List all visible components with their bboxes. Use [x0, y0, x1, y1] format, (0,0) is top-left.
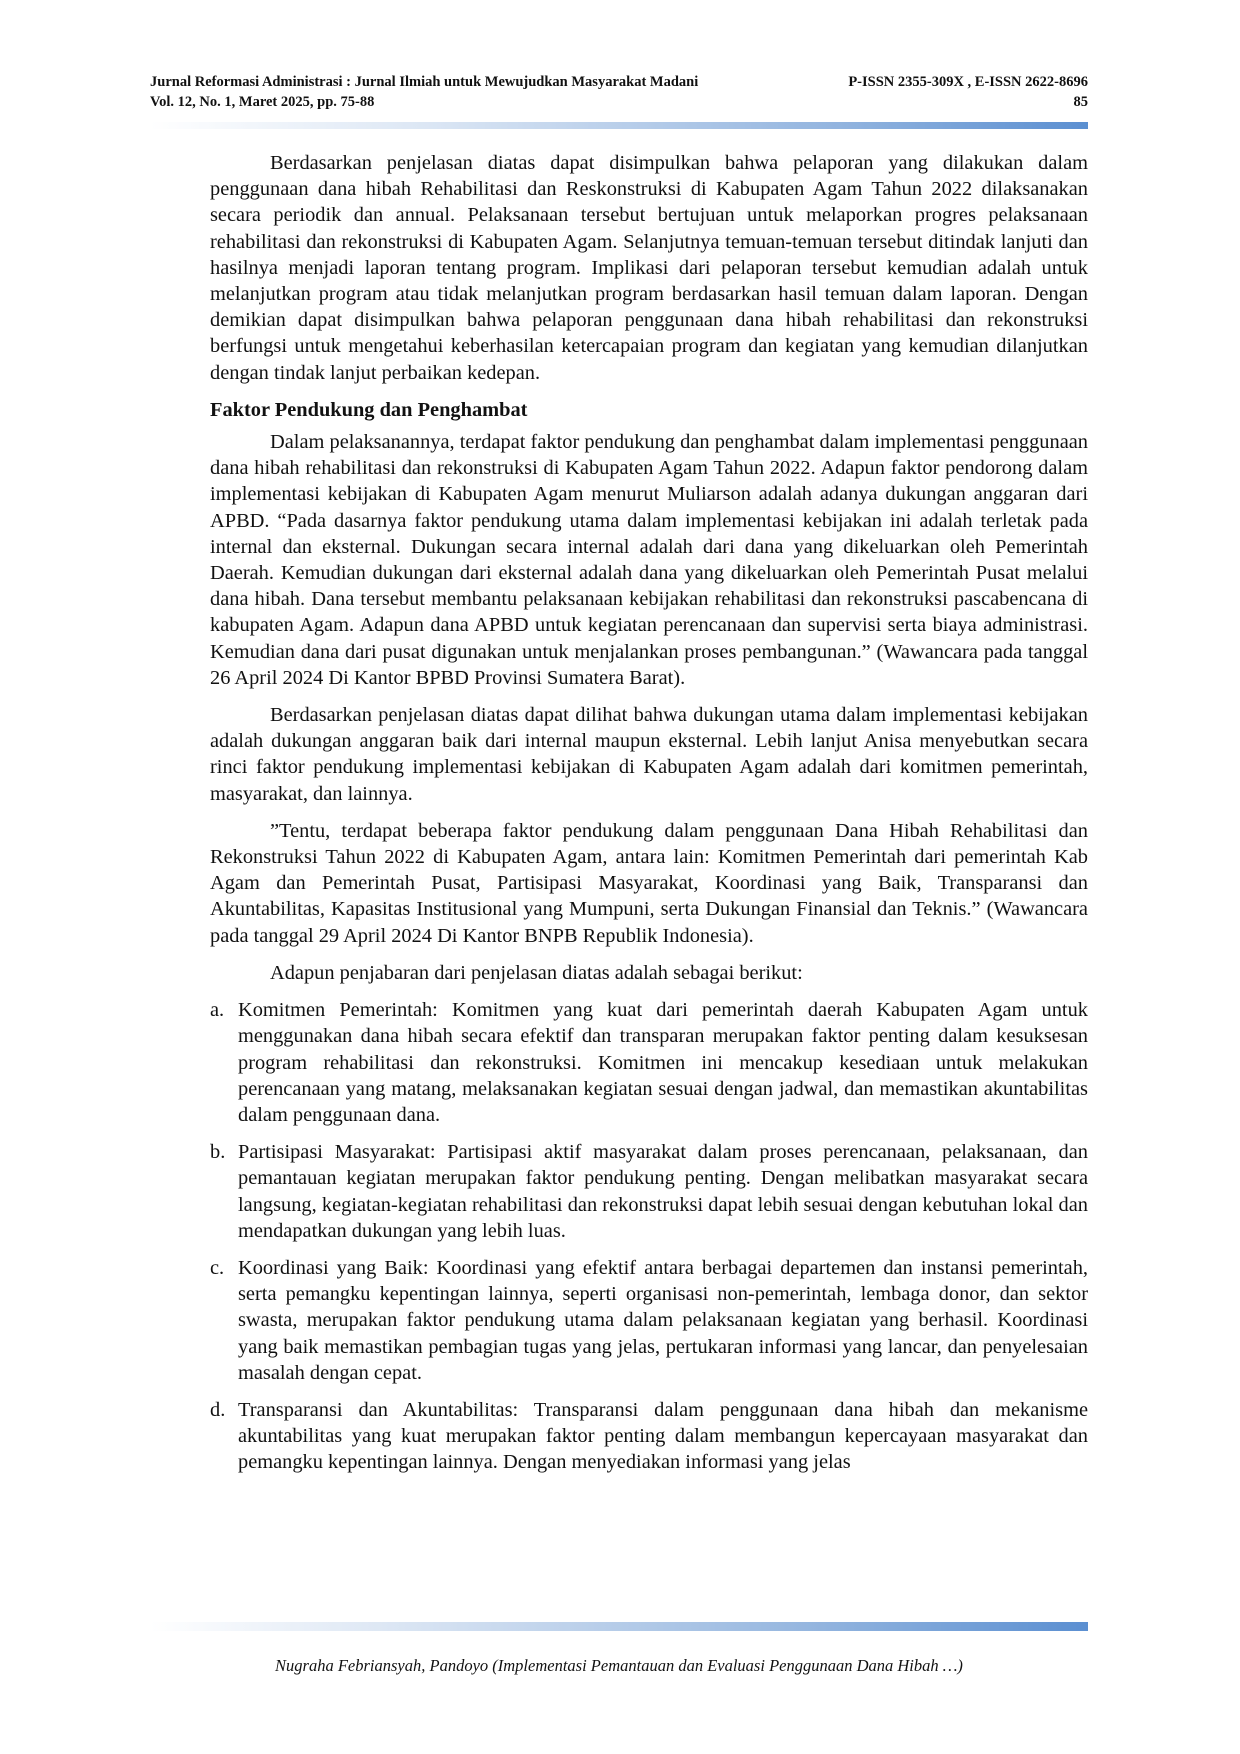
- list-item: [210, 1397, 1088, 1476]
- list-item-text: Komitmen Pemerintah: Komitmen yang kuat dari pemerintah daerah Kabupaten Agam untuk menggunakan dana hibah secara efektif dan transparan merupakan faktor penting dalam kesuksesan program rehabilitasi dan rekonstruksi. Komitmen ini mencakup kesediaan untuk melakukan perencanaan yang matang, melaksanakan kegiatan sesuai dengan jadwal, dan memastikan akuntabilitas dalam penggunaan dana.: [238, 999, 1088, 1126]
- running-header: [150, 72, 1088, 112]
- list-item-text: Transparansi dan Akuntabilitas: Transparansi dalam penggunaan dana hibah dan mekanisme akuntabilitas yang kuat merupakan faktor penting dalam membangun kepercayaan masyarakat dan pemangku kepentingan lainnya. Dengan menyediakan informasi yang jelas: [238, 1398, 1088, 1474]
- footer-divider: [150, 1622, 1088, 1631]
- paragraph: Dalam pelaksanannya, terdapat faktor pendukung dan penghambat dalam implementasi penggunaan dana hibah rehabilitasi dan rekonstruksi di Kabupaten Agam Tahun 2022. Adapun faktor pendorong dalam implementasi kebijakan di Kabupaten Agam menurut Muliarson adalah adanya dukungan anggaran dari APBD. “Pada dasarnya faktor pendukung utama dalam implementasi kebijakan ini adalah terletak pada internal dan eksternal. Dukungan secara internal adalah dari dana yang dikeluarkan oleh Pemerintah Daerah. Kemudian dukungan dari eksternal adalah dana yang dikeluarkan oleh Pemerintah Pusat melalui dana hibah. Dana tersebut membantu pelaksanaan kebijakan rehabilitasi dan rekonstruksi pascabencana di kabupaten Agam. Adapun dana APBD untuk kegiatan perencanaan dan supervisi serta biaya administrasi. Kemudian dana dari pusat digunakan untuk menjalankan proses pembangunan.” (Wawancara pada tanggal 26 April 2024 Di Kantor BPBD Provinsi Sumatera Barat).: [210, 431, 1088, 689]
- volume-info: Vol. 12, No. 1, Maret 2025, pp. 75-88: [150, 94, 375, 110]
- list-item-text: Partisipasi Masyarakat: Partisipasi aktif masyarakat dalam proses perencanaan, pelaksanaan, dan pemantauan kegiatan merupakan faktor pendukung penting. Dengan melibatkan masyarakat secara langsung, kegiatan-kegiatan rehabilitasi dan rekonstruksi dapat lebih sesuai dengan kebutuhan lokal dan mendapatkan dukungan yang lebih luas.: [238, 1141, 1088, 1242]
- list-item-text: Koordinasi yang Baik: Koordinasi yang efektif antara berbagai departemen dan instansi pemerintah, serta pemangku kepentingan lainnya, seperti organisasi non-pemerintah, lembaga donor, dan sektor swasta, merupakan faktor pendukung utama dalam pelaksanaan kegiatan yang berhasil. Koordinasi yang baik memastikan pembagian tugas yang jelas, pertukaran informasi yang lancar, dan penyelesaian masalah dengan cepat.: [238, 1256, 1088, 1384]
- journal-title: Jurnal Reformasi Administrasi : Jurnal Ilmiah untuk Mewujudkan Masyarakat Madani: [150, 74, 699, 90]
- page-number: 85: [1073, 94, 1088, 110]
- list-item: [210, 997, 1088, 1128]
- list-marker: c.: [210, 1256, 225, 1279]
- list-item: [210, 1255, 1088, 1386]
- article-body: [210, 150, 1088, 1487]
- running-footer: Nugraha Febriansyah, Pandoyo (Implementasi Pemantauan dan Evaluasi Penggunaan Dana Hibah …): [275, 1656, 963, 1675]
- list-marker: a.: [210, 999, 225, 1022]
- paragraph: Adapun penjabaran dari penjelasan diatas adalah sebagai berikut:: [270, 961, 803, 984]
- factor-list: [210, 997, 1088, 1475]
- paragraph: Berdasarkan penjelasan diatas dapat dilihat bahwa dukungan utama dalam implementasi kebijakan adalah dukungan anggaran baik dari internal maupun eksternal. Lebih lanjut Anisa menyebutkan secara rinci faktor pendukung implementasi kebijakan di Kabupaten Agam adalah dari komitmen pemerintah, masyarakat, dan lainnya.: [210, 704, 1088, 805]
- section-heading: Faktor Pendukung dan Penghambat: [210, 398, 528, 421]
- paragraph: Berdasarkan penjelasan diatas dapat disimpulkan bahwa pelaporan yang dilakukan dalam penggunaan dana hibah Rehabilitasi dan Reskonstruksi di Kabupaten Agam Tahun 2022 dilaksanakan secara periodik dan annual. Pelaksanaan tersebut bertujuan untuk melaporkan progres pelaksanaan rehabilitasi dan rekonstruksi di Kabupaten Agam. Selanjutnya temuan-temuan tersebut ditindak lanjuti dan hasilnya menjadi laporan tentang program. Implikasi dari pelaporan tersebut kemudian adalah untuk melanjutkan program atau tidak melanjutkan program berdasarkan hasil temuan dalam laporan. Dengan demikian dapat disimpulkan bahwa pelaporan penggunaan dana hibah rehabilitasi dan rekonstruksi berfungsi untuk mengetahui keberhasilan ketercapaian program dan kegiatan yang kemudian dilanjutkan dengan tindak lanjut perbaikan kedepan.: [210, 152, 1088, 384]
- list-marker: d.: [210, 1398, 226, 1421]
- header-divider: [150, 122, 1088, 129]
- paragraph: ”Tentu, terdapat beberapa faktor pendukung dalam penggunaan Dana Hibah Rehabilitasi dan Rekonstruksi Tahun 2022 di Kabupaten Agam, antara lain: Komitmen Pemerintah dari pemerintah Kab Agam dan Pemerintah Pusat, Partisipasi Masyarakat, Koordinasi yang Baik, Transparansi dan Akuntabilitas, Kapasitas Institusional yang Mumpuni, serta Dukungan Finansial dan Teknis.” (Wawancara pada tanggal 29 April 2024 Di Kantor BNPB Republik Indonesia).: [210, 819, 1088, 947]
- issn: P-ISSN 2355-309X , E-ISSN 2622-8696: [848, 74, 1088, 90]
- list-item: [210, 1139, 1088, 1244]
- list-marker: b.: [210, 1141, 226, 1164]
